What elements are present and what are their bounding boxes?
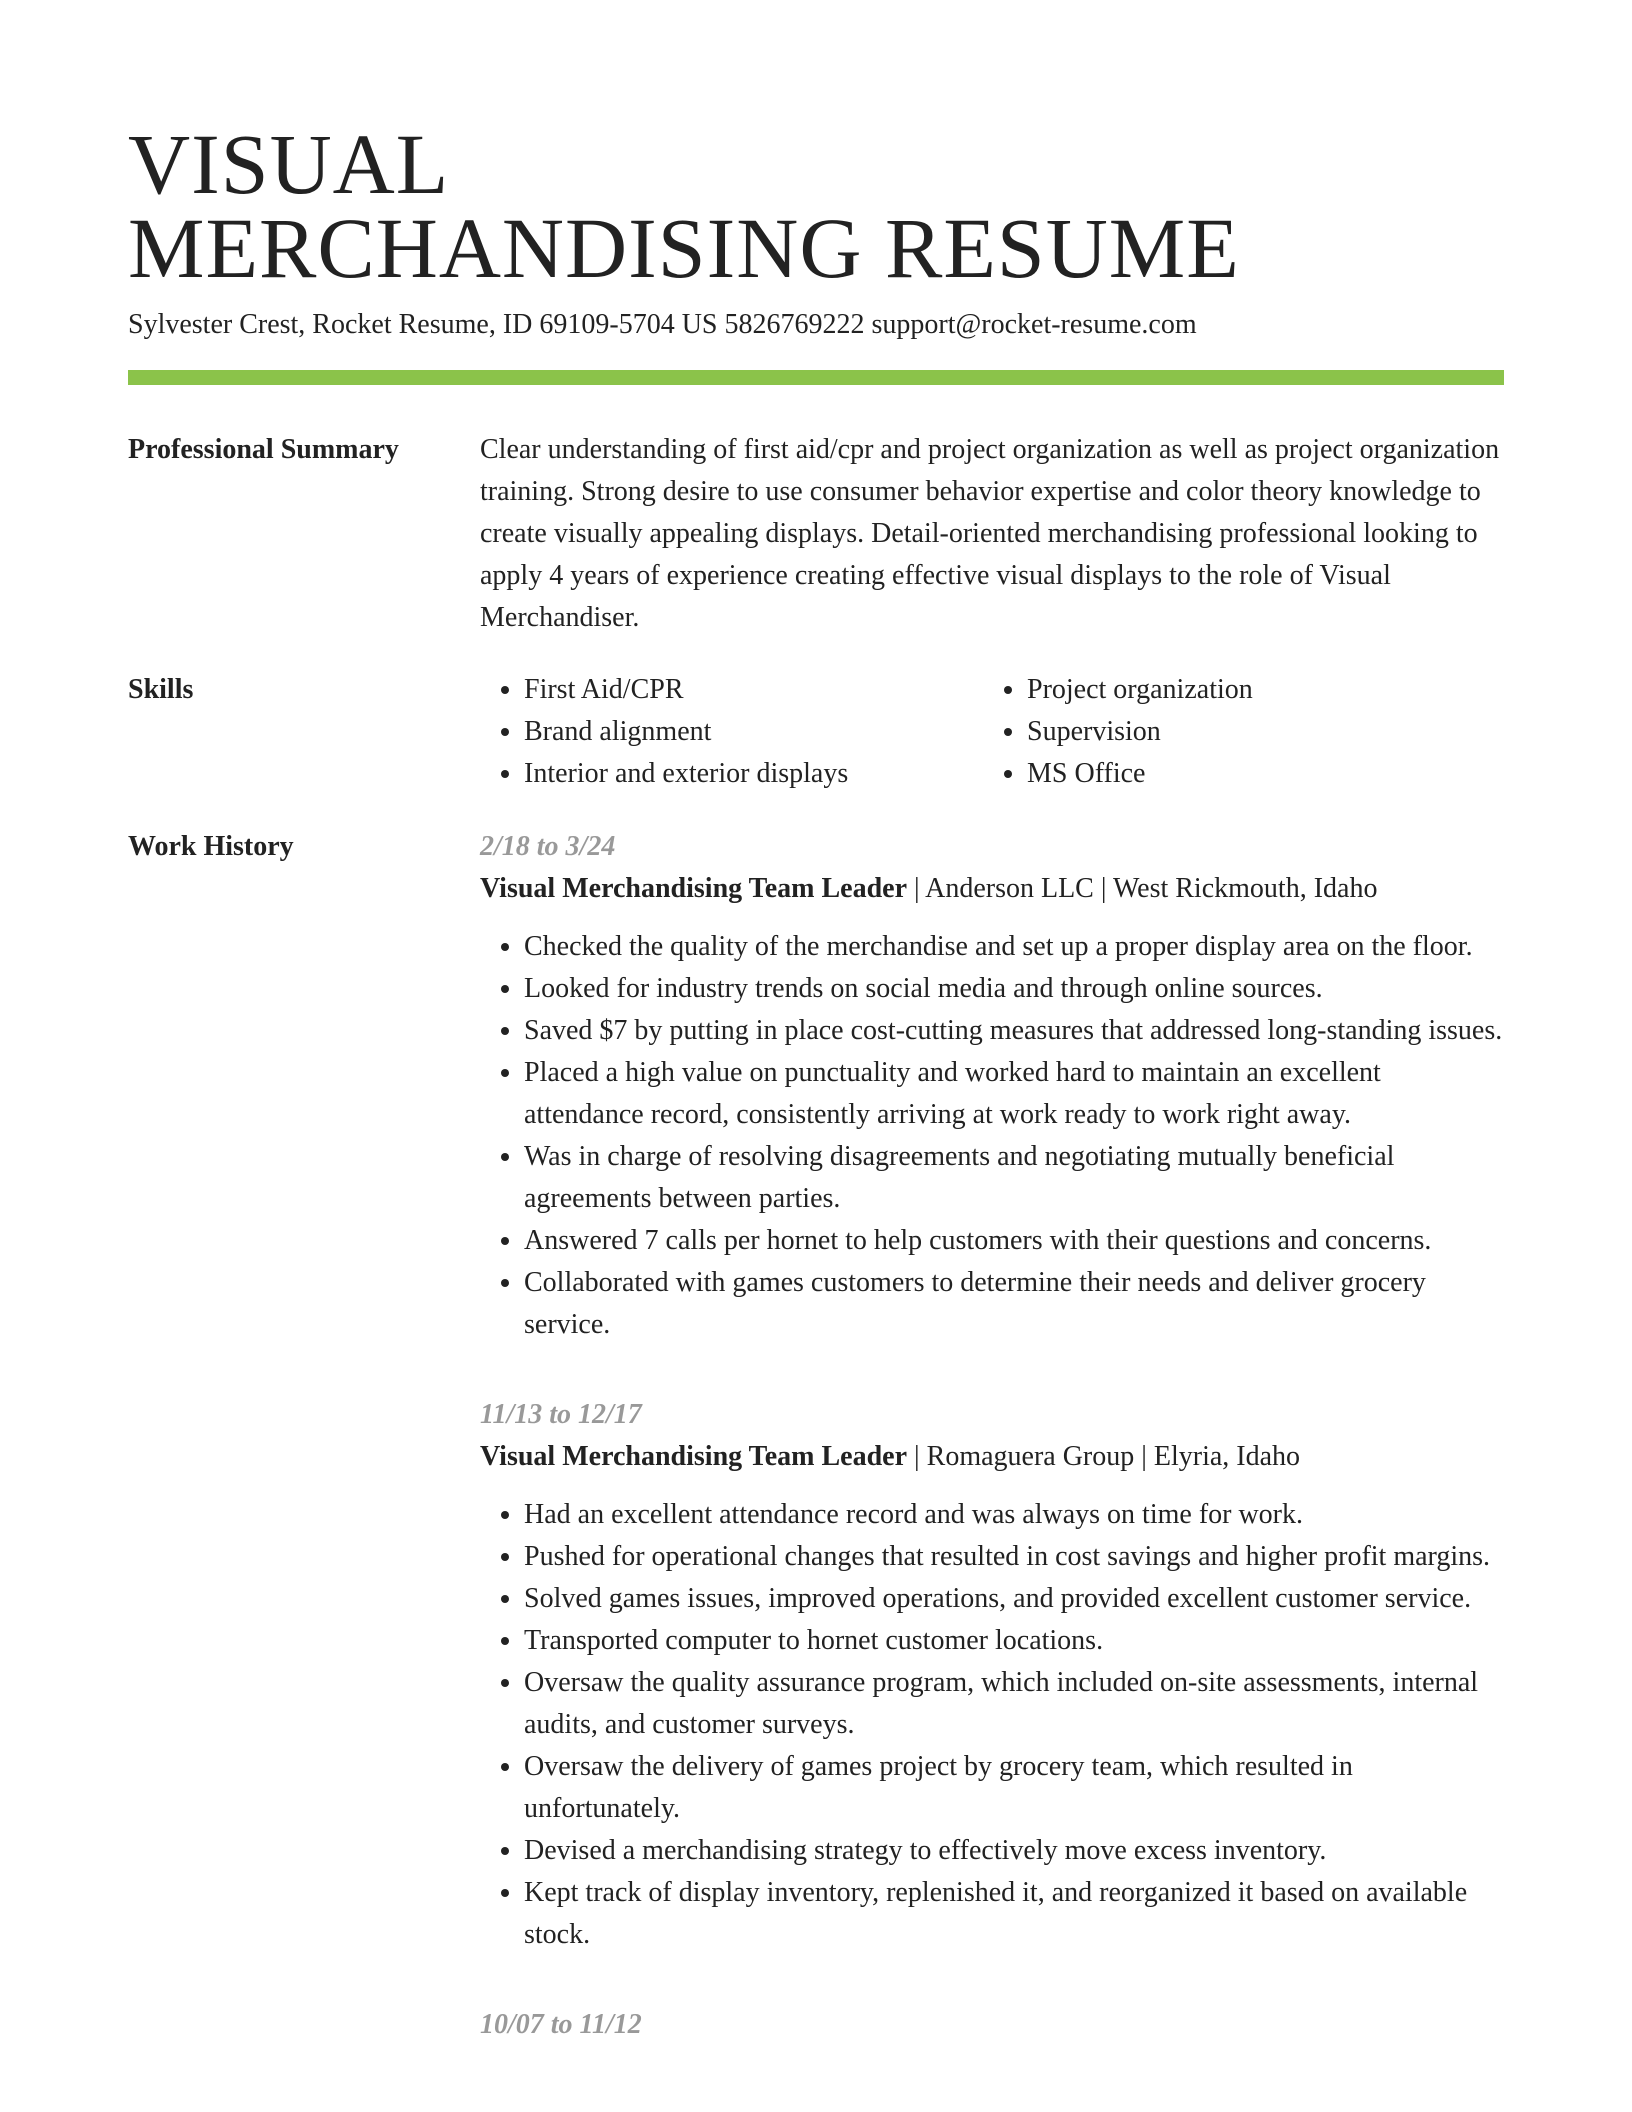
job-employer-location: | Anderson LLC | West Rickmouth, Idaho (907, 873, 1378, 904)
job-title: Visual Merchandising Team Leader (480, 873, 908, 904)
job-bullet: • Looked for industry trends on social media and through online sources. (524, 968, 1504, 1010)
summary-text: Clear understanding of first aid/cpr and project organization as well as project organization training. Strong desire to use consumer behavior expertise and color theory knowledge to create visually appealing displays. Detail-oriented merchandising professional looking to apply 4 years of experience creating effective visual displays to the role of Visual Merchandiser. (480, 434, 1500, 633)
job-bullet: • Kept track of display inventory, replenished it, and reorganized it based on available stock. (524, 1872, 1504, 1956)
job-bullet: • Was in charge of resolving disagreements and negotiating mutually beneficial agreements between parties. (524, 1136, 1504, 1220)
job-bullet: • Saved $7 by putting in place cost-cutting measures that addressed long-standing issues. (524, 1010, 1504, 1052)
skill-item: • First Aid/CPR (524, 669, 983, 711)
skill-item: • Interior and exterior displays (524, 753, 983, 795)
job-dates: 2/18 to 3/24 (480, 831, 616, 862)
job-bullet: • Solved games issues, improved operations, and provided excellent customer service. (524, 1578, 1504, 1620)
job-heading (480, 868, 1504, 910)
job-bullet: • Oversaw the delivery of games project by grocery team, which resulted in unfortunately. (524, 1746, 1504, 1830)
job-bullet: • Answered 7 calls per hornet to help customers with their questions and concerns. (524, 1220, 1504, 1262)
job-bullet: • Pushed for operational changes that resulted in cost savings and higher profit margins. (524, 1536, 1504, 1578)
skill-item: • MS Office (1027, 753, 1486, 795)
job-bullet: • Checked the quality of the merchandise and set up a proper display area on the floor. (524, 926, 1504, 968)
job-bullet: • Oversaw the quality assurance program, which included on-site assessments, internal audits, and customer surveys. (524, 1662, 1504, 1746)
work-history-heading: Work History (128, 831, 294, 862)
job-bullets (480, 926, 1504, 1346)
skills-list-right (983, 669, 1486, 795)
job-heading (480, 1436, 1504, 1478)
accent-divider (128, 370, 1504, 385)
job-employer-location: | Romaguera Group | Elyria, Idaho (907, 1441, 1301, 1472)
skill-item: • Supervision (1027, 711, 1486, 753)
job-bullets (480, 1494, 1504, 1956)
job-entry (480, 2004, 1504, 2046)
skill-item: • Project organization (1027, 669, 1486, 711)
job-entry (480, 1394, 1504, 1956)
job-entry (480, 826, 1504, 1346)
job-dates: 11/13 to 12/17 (480, 1399, 642, 1430)
skills-heading: Skills (128, 674, 194, 705)
skills-columns (480, 669, 1504, 795)
contact-info: Sylvester Crest, Rocket Resume, ID 69109-5704 US 5826769222 support@rocket-resume.com (128, 309, 1197, 340)
job-bullet: • Collaborated with games customers to determine their needs and deliver grocery service. (524, 1262, 1504, 1346)
summary-heading: Professional Summary (128, 434, 399, 465)
resume-header (128, 116, 1504, 342)
job-bullet: • Had an excellent attendance record and was always on time for work. (524, 1494, 1504, 1536)
skill-item: • Brand alignment (524, 711, 983, 753)
title-line-2: MERCHANDISING RESUME (128, 200, 1240, 296)
job-bullet: • Devised a merchandising strategy to effectively move excess inventory. (524, 1830, 1504, 1872)
job-dates: 10/07 to 11/12 (480, 2009, 642, 2040)
title-line-1: VISUAL (128, 116, 450, 212)
resume-title (128, 116, 1504, 296)
job-bullet: • Transported computer to hornet customer locations. (524, 1620, 1504, 1662)
job-bullet: • Placed a high value on punctuality and worked hard to maintain an excellent attendance record, consistently arriving at work ready to work right away. (524, 1052, 1504, 1136)
skills-list-left (480, 669, 983, 795)
job-title: Visual Merchandising Team Leader (480, 1441, 908, 1472)
